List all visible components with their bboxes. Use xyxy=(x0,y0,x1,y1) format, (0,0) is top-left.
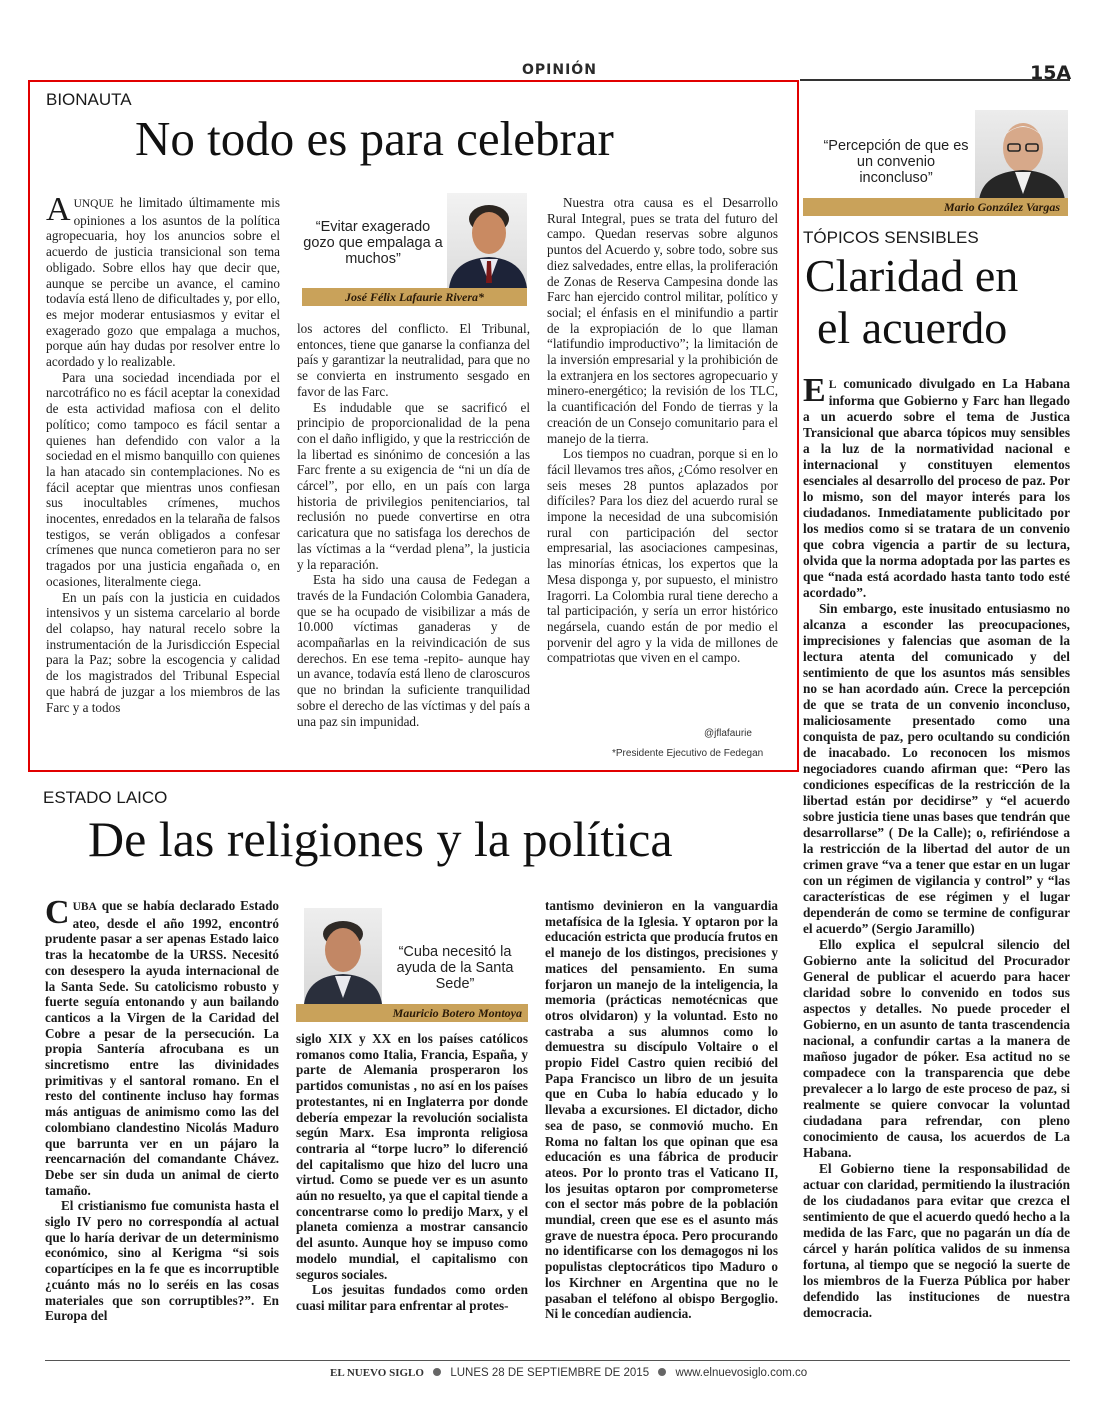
article3-author: Mauricio Botero Montoya xyxy=(296,1004,528,1022)
article2-body: E L comunicado divulgado en La Habana informa que Gobierno y Farc han llegado a un acuerdo sobre el tema de Justica Transicional que abarca tópicos muy sensibles a la luz de la normatividad nacional e internacional y constituyen elementos esenciales al desarrollo del proceso de paz. Por lo mismo, son del mayor interés para los ciudadanos. Inmediatamente publicitado por los medios como si se tratara de un convenio que cobra vigencia a partir de su lectura, olvida que la norma adoptada por las partes es que “nada está acordado hasta tanto todo esté acordado”. Sin embargo, este inusitado entusiasmo no alcanza a esconder las preocupaciones, imprecisiones y falencias que asoman de la lectura atenta del comunicado y del sentimiento de que los asuntos más sensibles no se han acordado aún. Crece la percepción de que se trata de un convenio inconcluso, maliciosamente presentado como una conquista de paz, pero ocultando su condición de inacabado. Lo reconocen los mismos negociadores cuando afirman que: “Pero las condiciones específicas de la restricción de la libertad están por decidirse” y “el acuerdo sobre justicia tiene unas bases que tendrán que desarrollarse” ( De la Calle); o, refiriéndose a la restricción de la libertad del autor de un crimen grave “va a tener que estar en un lugar con un régimen de vigilancia y control” y “las características de ese régimen y el lugar dependerán de como se termine de configurar el acuerdo” (Sergio Jaramillo) Ello explica el sepulcral silencio del Gobierno ante la solicitud del Procurador General de publicar el acuerdo para hacer claridad sobre lo convenido en todos sus aspectos y detalles. No puede proceder el Gobierno, en un asunto de tanta trascendencia nacional, a confundir cartas a la manera de mañoso jugador de póker. Esa actitud no se compadece con la transparencia que debe prevalecer a lo largo de este proceso de paz, si realmente se quiere convocar la voluntad ciudadana para refrendar, con pleno conocimiento de causa, los acuerdos de La Habana. El Gobierno tiene la responsabilidad de actuar con claridad, permitiendo la ilustración de los ciudadanos para evitar que crezca el sentimiento de que el acuerdo quedó hecho a la medida de las Farc, que no pagarán un día de cárcel y harán política validos de su inmensa fortuna, al tiempo que se negoció la suerte de los miembros de la Fuerza Pública por haber defendido las instituciones de nuestra democracia. xyxy=(803,372,1070,1320)
article2-pull-quote: “Percepción de que es un convenio inconcluso” xyxy=(823,138,969,186)
article3-pull-quote: “Cuba necesitó la ayuda de la Santa Sede” xyxy=(396,944,514,992)
article2-dropcap: E xyxy=(803,372,826,409)
bullet-icon xyxy=(658,1368,666,1376)
newspaper-brand: EL NUEVO SIGLO xyxy=(330,1367,424,1379)
bullet-icon xyxy=(433,1368,441,1376)
footer-rule xyxy=(45,1360,1070,1361)
article3-quote-box xyxy=(296,904,528,1021)
author-photo-lafaurie xyxy=(447,193,527,288)
author-twitter-handle: @jflafaurie xyxy=(704,728,752,739)
article1-column-1: AUNQUE he limitado últimamente mis opiniones a los asuntos de la política agropecuaria, hoy los anuncios sobre el acuerdo de justicia transicional son tema obligado. Sobre ellos hay que decir que, aunque se percibe un avance, el camino todavía está lleno de dificultades y, por ello, es mejor moderar entusiasmos y evitar el exagerado gozo que empalaga a muchos, porque aún hay dudas por resolver entre lo acordado y lo realizable. Para una sociedad incendiada por el narcotráfico no es fácil aceptar la conexidad de esta actividad mafiosa con el delito político; como tampoco es fácil sentar a quienes han defendido con valor a la sociedad en el mismo banquillo con quienes la han atacado sin contemplaciones. No es fácil aceptar que mientras unos confiesan sus inocultables crímenes, muchos inocentes, enredados en la telaraña de falsos testigos, se verán obligados a confesar crímenes que nunca cometieron para no ser tragados por una justicia engañada o, en ocasiones, literalmente ciega. En un país con la justicia en cuidados intensivos y un sistema carcelario al borde del colapso, hay natural recelo sobre la instrumentación de la Jurisdicción Especial para la Paz; sobre la escogencia y calidad de los magistrados del Tribunal Especial que habrá de juzgar a los miembros de las Farc y a todos xyxy=(46,191,280,715)
article2-quote-box xyxy=(803,86,1068,216)
footer-url: www.elnuevosiglo.com.co xyxy=(675,1367,808,1379)
page-number: 15A xyxy=(1030,62,1072,84)
article3-column-3: tantismo devinieron en la vanguardia metafísica de la Iglesia. Y optaron por la educación estricta que producía frutos en el manejo de los distingos, precisiones y matices del pensamiento. En suma forjaron un manejo de la inteligencia, la memoria (prácticas nemotécnicas que otros olvidaron) y la voluntad. Esto no castraba a sus alumnos como lo demuestra su discípulo Voltaire o el propio Fidel Castro quien recibió del Papa Francisco un libro de un jesuita que en Cuba lo había educado y lo llevaba a excursiones. El dictador, dicho sea de paso, se conmovió mucho. En Roma no faltan los que opinan que esa educación es una fábrica de producir ateos. Por lo pronto tras el Vaticano II, los jesuitas optaron por comprometerse con el sector más pobre de la población mundial, creen que ese es el asunto más grave de nuestra época. Pero procurando no identificarse con los demagogos ni los populistas cleptocráticos tipo Maduro o los Kirchner en Argentina que no le pasaban el teléfono al obispo Bergoglio. Ni le concedían audiencia. xyxy=(545,898,778,1322)
author-photo-gonzalez xyxy=(975,110,1068,200)
article3-column-1: CUBA que se había declarado Estado ateo, desde el año 1992, encontró prudente pasar a ser apenas Estado laico tras la hecatombe de la URSS. Necesitó con desespero la ayuda internacional de la Santa Sede. Su catolicismo robusto y fuerte seguía entonando y aun bailando canticos a la Virgen de la Caridad del Cobre a pesar de la persecución. La propia Santería afrocubana es un sincretismo entre las divinidades primitivas y el santoral romano. En el resto del continente incluso hay formas más antiguas de animismo como las del colombiano clandestino Nicolás Maduro que barrunta ver en un pájaro la reencarnación del comandante Chávez. Debe ser sin duda un animal de cierto tamaño. El cristianismo fue comunista hasta el siglo IV pero no correspondía al actual que lo haría derivar de un determinismo económico, sino al Kerigma “si sois copartícipes en la fe que es incorruptible ¿cuánto más no lo seréis en las cosas materiales que son corruptibles?”. En Europa del xyxy=(45,894,279,1324)
article1-quote-box xyxy=(297,193,530,308)
author-photo-botero xyxy=(304,908,382,1004)
article1-tag: BIONAUTA xyxy=(46,90,132,109)
article2-author: Mario González Vargas xyxy=(803,198,1068,216)
article3-tag: ESTADO LAICO xyxy=(43,788,168,807)
article3-dropcap: C xyxy=(45,894,70,931)
article1-dropcap: A xyxy=(46,191,71,228)
article2-tag: TÓPICOS SENSIBLES xyxy=(803,228,979,247)
article1-column-3: Nuestra otra causa es el Desarrollo Rural Integral, pues se trata del futuro del campo. Quedan reservas sobre algunos puntos del Acuerdo y, sobre todo, sobre sus diez salvedades, entre ellas, la proliferación de Zonas de Reserva Campesina donde las Farc han ejercido control militar, político y social; el énfasis en el minifundio a partir de la expropiación de lo que llaman “latifundio improductivo”; la limitación de la inversión empresarial y la prohibición de la extranjera en los sectores agropecuario y minero-energético; la revisión de los TLC, la cuantificación del Fondo de tierras y la creación de un Consejo comunitario para el manejo de la tierra. Los tiempos no cuadran, porque si en lo fácil llevamos tres años, ¿Cómo resolver en seis meses 28 puntos aplazados por difíciles? Para los diez del acuerdo rural se impone la necesidad de una subcomisión rural con participación del sector empresarial, las asociaciones campesinas, las minorías étnicas, los expertos que la Mesa disponga y, por supuesto, el ministro Iragorri. La Colombia rural tiene derecho a tal participación, y sería un error histórico negársela, cuando están de por medio el porvenir del agro y la vida de millones de compatriotas que viven en el campo. xyxy=(547,195,778,666)
article1-author: José Félix Lafaurie Rivera* xyxy=(302,288,527,306)
article1-pull-quote: “Evitar exagerado gozo que empalaga a muchos” xyxy=(303,219,443,267)
page-footer xyxy=(330,1367,807,1379)
article2-title: Claridad en el acuerdo xyxy=(805,250,1019,353)
article1-title: No todo es para celebrar xyxy=(135,111,614,166)
author-role: *Presidente Ejecutivo de Fedegan xyxy=(612,748,764,759)
header-rule xyxy=(800,79,1070,81)
footer-date: LUNES 28 DE SEPTIEMBRE DE 2015 xyxy=(450,1367,650,1379)
article3-column-2: siglo XIX y XX en los países católicos romanos como Italia, Francia, España, y parte de Alemania prosperaron los partidos comunistas , no así en los países protestantes, ni en Inglaterra por donde debería empezar la revolución socialista según Marx. Esa impronta religiosa contraria al “torpe lucro” lo diferenció del capitalismo que hizo del lucro una virtud. Como se puede ver es un asunto aún no resuelto, ya que el capital tiende a concentrarse como lo predijo Marx, y el planeta comienza a mostrar cansancio del asunto. Aunque hoy se impuso como modelo mundial, el capitalismo con seguros sociales. Los jesuitas fundados como orden cuasi militar para enfrentar al protes- xyxy=(296,1031,528,1313)
section-name: OPINIÓN xyxy=(522,62,597,78)
article3-title: De las religiones y la política xyxy=(88,811,673,867)
article1-column-2: los actores del conflicto. El Tribunal, entonces, tiene que ganarse la confianza del país y garantizar la neutralidad, para que no se convierta en instrumento sesgado en favor de las Farc. Es indudable que se sacrificó el principio de proporcionalidad de la pena con el daño infligido, y que la restricción de la libertad es sinónimo de concesión a las Farc frente a su exigencia de “ni un día de cárcel”, por ello, en un país con larga historia de privilegios penitenciarios, tal reclusión no puede convertirse en otra caricatura que no satisfaga los derechos de las víctimas a la “verdad plena”, la justicia y la reparación. Esta ha sido una causa de Fedegan a través de la Fundación Colombia Ganadera, que se ha ocupado de visibilizar a más de 10.000 víctimas ganaderas y de acompañarlas en la reivindicación de sus derechos. En ese tema -repito- aunque hay un avance, todavía está lleno de claroscuros que no brindan la suficiente tranquilidad sobre el derecho de las víctimas y del país a una paz sin impunidad. xyxy=(297,321,530,729)
